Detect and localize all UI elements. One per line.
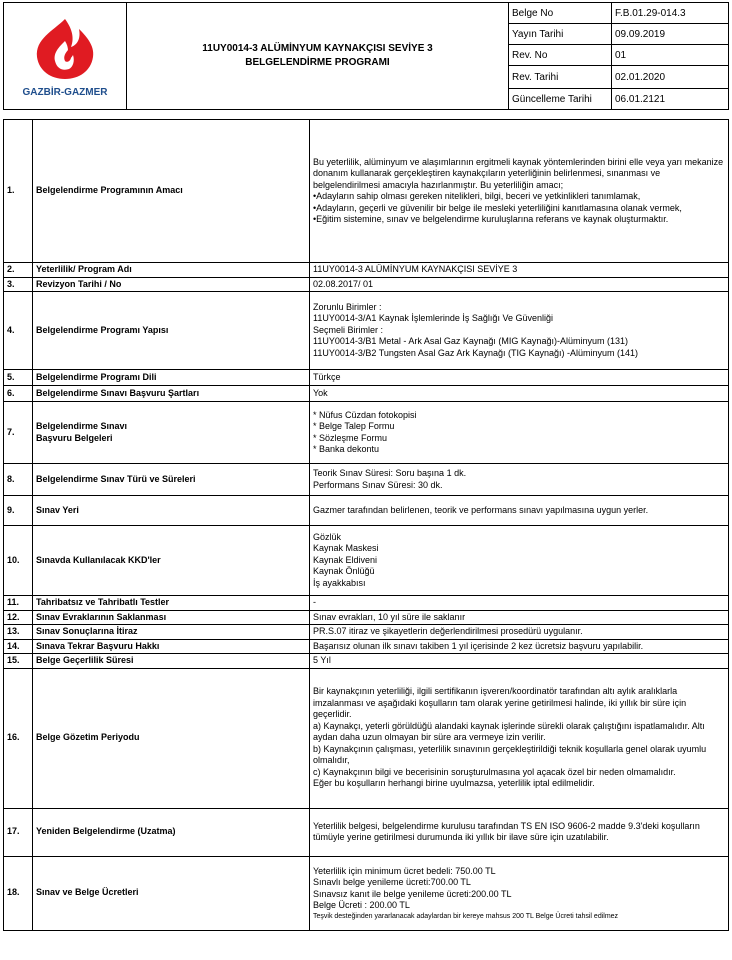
row-value: [310, 639, 729, 654]
value-line: 11UY0014-3/A1 Kaynak İşlemlerinde İş Sağlığı Ve Güvenliği: [313, 313, 553, 324]
row-number: 17.: [4, 808, 33, 856]
value-line: Bu yeterlilik, alüminyum ve alaşımlarının ergitmeli kaynak yöntemlerinden birini elle veya yarı mekanize donanım kullanarak gerçekleştiren kaynakçıların yeterliğinin belirlenmesi, sınanması ve belgelendirilmesi amacıyla hazırlanmıştır. Bu yeterliliğin amacı;: [313, 156, 724, 190]
row-number: 12.: [4, 610, 33, 625]
value-line: Gazmer tarafından belirlenen, teorik ve performans sınavı yapılmasına uygun yerler.: [313, 504, 649, 515]
value-line: Yeterlilik belgesi, belgelendirme kurulusu tarafından TS EN ISO 9606-2 madde 9.3'deki koşulların tümüyle yerine getirilmesi durumunda iki yıllık bir ilave süre için uzatılabilir.: [313, 820, 700, 842]
value-line: Yok: [313, 387, 328, 398]
value-line: * Banka dekontu: [313, 444, 380, 454]
document-title: [127, 3, 509, 110]
value-line: Teorik Sınav Süresi: Soru başına 1 dk.: [313, 468, 467, 478]
row-label: Sınavda Kullanılacak KKD'ler: [33, 526, 310, 596]
table-row: [4, 668, 729, 808]
table-row: [4, 596, 729, 611]
value-line: 11UY0014-3/B1 Metal - Ark Asal Gaz Kaynağı (MIG Kaynağı)-Alüminyum (131): [313, 336, 628, 347]
value-line: Türkçe: [313, 371, 341, 382]
table-row: [4, 386, 729, 402]
table-row: [4, 610, 729, 625]
meta-value: 01: [612, 45, 729, 66]
value-line: •Eğitim sistemine, sınav ve belgelendirme kuruluşlarına referans ve kaynak oluşturmaktır.: [313, 214, 669, 224]
table-row: [4, 808, 729, 856]
value-line: Sınavlı belge yenileme ücreti:700.00 TL: [313, 877, 471, 887]
value-line: Zorunlu Birimler :: [313, 301, 382, 312]
row-value: [310, 808, 729, 856]
row-number: 7.: [4, 402, 33, 464]
row-value: [310, 370, 729, 386]
value-line: PR.S.07 itiraz ve şikayetlerin değerlendirilmesi prosedürü uygulanır.: [313, 626, 583, 636]
row-number: 11.: [4, 596, 33, 611]
row-label: Tahribatsız ve Tahribatlı Testler: [33, 596, 310, 611]
row-value: [310, 277, 729, 292]
meta-label: Yayın Tarihi: [509, 24, 612, 45]
row-value: [310, 625, 729, 640]
row-number: 4.: [4, 292, 33, 370]
row-value: [310, 596, 729, 611]
row-number: 9.: [4, 496, 33, 526]
value-line: * Belge Talep Formu: [313, 421, 395, 431]
row-label: Belgelendirme Programı Dili: [33, 370, 310, 386]
row-number: 18.: [4, 856, 33, 930]
document-header: [3, 2, 729, 110]
logo-cell: [4, 3, 127, 110]
row-label: Belge Gözetim Periyodu: [33, 668, 310, 808]
table-row: [4, 263, 729, 278]
value-line: * Nüfus Cüzdan fotokopisi: [313, 409, 417, 420]
value-line: 5 Yıl: [313, 655, 331, 665]
row-number: 3.: [4, 277, 33, 292]
title-line-2: BELGELENDİRME PROGRAMI: [245, 57, 390, 68]
row-number: 13.: [4, 625, 33, 640]
value-line: Gözlük: [313, 531, 342, 542]
row-value: [310, 292, 729, 370]
table-row: [4, 856, 729, 930]
value-line: Yeterlilik için minimum ücret bedeli: 750.00 TL: [313, 865, 496, 876]
row-value: [310, 668, 729, 808]
row-value: [310, 610, 729, 625]
table-row: [4, 292, 729, 370]
value-line: 11UY0014-3 ALÜMİNYUM KAYNAKÇISI SEVİYE 3: [313, 264, 518, 274]
table-row: [4, 464, 729, 496]
value-line: Bir kaynakçının yeterliliği, ilgili sertifikanın işveren/koordinatör tarafından altı aylık aralıklarla imzalanması ve aşağıdaki koşulların tam olarak yerine getirilmesi halinde, iki yıllık bir süre için geçerlidir.: [313, 686, 687, 720]
row-label: Belge Geçerlilik Süresi: [33, 654, 310, 669]
logo-text: GAZBİR-GAZMER: [22, 86, 108, 98]
row-value: [310, 120, 729, 263]
row-label: Sınav ve Belge Ücretleri: [33, 856, 310, 930]
value-line: Kaynak Eldiveni: [313, 554, 378, 565]
row-value: [310, 263, 729, 278]
table-row: [4, 402, 729, 464]
table-row: [4, 625, 729, 640]
value-line: Başarısız olunan ilk sınavı takiben 1 yıl içerisinde 2 kez ücretsiz başvuru yapılabilir.: [313, 640, 644, 651]
row-label: Belgelendirme Programı Yapısı: [33, 292, 310, 370]
value-line: a) Kaynakçı, yeterli görüldüğü alandaki kaynak işlerinde sürekli olarak çalıştığını ispatlamalıdır. Altı aydan daha uzun olmayan bir süre ara vermeye izin verilir.: [313, 720, 705, 743]
value-line: Eğer bu koşulların herhangi birine uyulmazsa, yeterlilik iptal edilmelidir.: [313, 778, 595, 789]
row-label: Yeterlilik/ Program Adı: [33, 263, 310, 278]
value-line: -: [313, 597, 316, 607]
row-number: 10.: [4, 526, 33, 596]
row-label: Sınav Sonuçlarına İtiraz: [33, 625, 310, 640]
row-value: [310, 402, 729, 464]
row-number: 5.: [4, 370, 33, 386]
row-value: [310, 464, 729, 496]
row-label: Revizyon Tarihi / No: [33, 277, 310, 292]
row-number: 15.: [4, 654, 33, 669]
table-row: [4, 496, 729, 526]
value-line: Sınavsız kanıt ile belge yenileme ücreti:200.00 TL: [313, 888, 512, 899]
table-row: [4, 654, 729, 669]
row-number: 8.: [4, 464, 33, 496]
value-line: b) Kaynakçının çalışması, yeterlilik sınavının gerçekleştirildiği teknik koşullarla genel olarak uyumlu olmalıdır,: [313, 743, 707, 766]
row-value: [310, 856, 729, 930]
table-row: [4, 120, 729, 263]
meta-value: 06.01.2121: [612, 89, 729, 110]
row-label-line: Başvuru Belgeleri: [36, 432, 113, 443]
meta-label: Belge No: [509, 3, 612, 24]
program-table: [3, 119, 729, 931]
value-line: Seçmeli Birimler :: [313, 324, 384, 335]
value-line: 02.08.2017/ 01: [313, 278, 374, 289]
meta-value: F.B.01.29-014.3: [612, 3, 729, 24]
row-value: [310, 654, 729, 669]
row-label: Sınav Yeri: [33, 496, 310, 526]
value-line: Kaynak Önlüğü: [313, 566, 375, 577]
value-line: 11UY0014-3/B2 Tungsten Asal Gaz Ark Kaynağı (TIG Kaynağı) -Alüminyum (141): [313, 347, 638, 358]
row-number: 1.: [4, 120, 33, 263]
value-line: Performans Sınav Süresi: 30 dk.: [313, 479, 443, 490]
row-label: Sınav Evraklarının Saklanması: [33, 610, 310, 625]
flame-logo-icon: [25, 15, 105, 85]
row-value: [310, 386, 729, 402]
row-number: 14.: [4, 639, 33, 654]
meta-value: 09.09.2019: [612, 24, 729, 45]
row-label: Belgelendirme Sınav Türü ve Süreleri: [33, 464, 310, 496]
row-label: Yeniden Belgelendirme (Uzatma): [33, 808, 310, 856]
row-value: [310, 496, 729, 526]
meta-label: Güncelleme Tarihi: [509, 89, 612, 110]
table-row: [4, 639, 729, 654]
row-number: 2.: [4, 263, 33, 278]
row-label: Belgelendirme Programının Amacı: [33, 120, 310, 263]
row-label-line: Belgelendirme Sınavı: [36, 421, 128, 431]
value-line: * Sözleşme Formu: [313, 432, 388, 443]
fee-footnote: Teşvik desteğinden yararlanacak adaylardan bir kereye mahsus 200 TL Belge Ücreti tahsil edilmez: [313, 912, 619, 920]
meta-label: Rev. No: [509, 45, 612, 66]
value-line: •Adayların sahip olması gereken nitelikleri, bilgi, beceri ve yetkinlikleri tanımlamak,: [313, 191, 641, 201]
value-line: •Adayların, geçerli ve güvenilir bir belge ile mesleki yeterliliğini kanıtlamasına olanak vermek,: [313, 202, 682, 213]
title-line-1: 11UY0014-3 ALÜMİNYUM KAYNAKÇISI SEVİYE 3: [202, 43, 433, 54]
table-row: [4, 277, 729, 292]
row-label: [33, 402, 310, 464]
value-line: c) Kaynakçının bilgi ve becerisinin soruşturulmasına yol açacak özel bir neden olmamalıdır.: [313, 766, 676, 777]
table-row: [4, 370, 729, 386]
value-line: İş ayakkabısı: [313, 577, 366, 588]
table-row: [4, 526, 729, 596]
row-label: Sınava Tekrar Başvuru Hakkı: [33, 639, 310, 654]
value-line: Kaynak Maskesi: [313, 543, 379, 554]
meta-value: 02.01.2020: [612, 66, 729, 89]
meta-label: Rev. Tarihi: [509, 66, 612, 89]
row-number: 16.: [4, 668, 33, 808]
value-line: Sınav evrakları, 10 yıl süre ile saklanır: [313, 611, 466, 622]
row-label: Belgelendirme Sınavı Başvuru Şartları: [33, 386, 310, 402]
row-value: [310, 526, 729, 596]
row-number: 6.: [4, 386, 33, 402]
value-line: Belge Ücreti : 200.00 TL: [313, 900, 410, 910]
